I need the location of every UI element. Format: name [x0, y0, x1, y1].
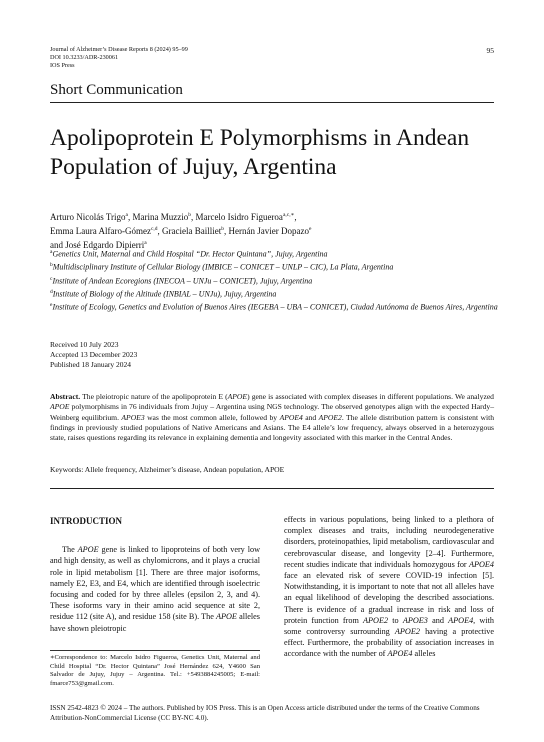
abstract-label: Abstract.	[50, 392, 81, 401]
paper-title: Apolipoprotein E Polymorphisms in Andean Population of Jujuy, Argentina	[50, 125, 470, 180]
accepted-date: Accepted 13 December 2023	[50, 350, 138, 359]
footnote-rule	[50, 650, 260, 651]
affiliations	[50, 247, 500, 313]
intro-paragraph: The APOE gene is linked to lipoproteins of both very low and high density, as well as chylomicrons, and it plays a crucial role in lipid metabolism [1]. There are three major isoforms, namely E2, E3, and E4, which are identified through isoelectric focusing and coded for by three alleles (epsilon 2, 3, and 4). These isoforms vary in their amino acid sequence at site 2, residue 112 (site A), and residue 158 (site B). The APOE alleles have shown pleiotropic	[50, 545, 260, 633]
author-list: Arturo Nicolás Trigo$^a$, Marina Muzzio$^b$, Marcelo Isidro Figueroa$^{a,c,∗}$, Emma Laura Alfaro-Gómez$^{c,d}$, Graciela Bailliet$^b$, Hernán Javier Dopazo$^e$ and José Edgardo Dipierri$^a$	[50, 212, 312, 250]
journal-header	[50, 46, 188, 70]
header-rule	[50, 102, 494, 103]
doi[interactable]: DOI 10.3233/ADR-230061	[50, 54, 119, 61]
article-dates	[50, 340, 137, 370]
published-date: Published 18 January 2024	[50, 360, 132, 369]
affiliation-e: $^e$Institute of Ecology, Genetics and Evolution of Buenos Aires (IEGEBA – UBA – CONICET), Ciudad Autónoma de Buenos Aires, Argentina	[50, 302, 498, 312]
page-number: 95	[486, 46, 494, 55]
section-type: Short Communication	[50, 82, 183, 98]
journal-name: Journal of Alzheimer’s Disease Reports 8 (2024) 95–99	[50, 46, 188, 53]
keywords: Keywords: Allele frequency, Alzheimer’s disease, Andean population, APOE	[50, 465, 285, 474]
abstract: Abstract. The pleiotropic nature of the apolipoprotein E (APOE) gene is associated with complex diseases in different populations. We analyzed APOE polymorphisms in 76 individuals from Jujuy – Argentina using NGS technology. The observed genotypes align with the expected Hardy–Weinberg equilibrium. APOE3 was the most common allele, followed by APOE4 and APOE2. The allele distribution pattern is consistent with findings in previously studied populations of Native Americans and Asians. The E4 allele’s low frequency, always observed in a heterozygous state, raises questions regarding its relevance in explaining dementia and longevity associated with this marker in the Central Andes.	[50, 392, 494, 443]
affiliation-b: $^b$Multidisciplinary Institute of Cellular Biology (IMBICE – CONICET – UNLP – CIC), La Plata, Argentina	[50, 262, 394, 272]
license-notice: ISSN 2542-4823 © 2024 – The authors. Published by IOS Press. This is an Open Access article distributed under the terms of the Creative Commons Attribution-NonCommercial License (CC BY-NC 4.0).	[50, 704, 480, 722]
received-date: Received 10 July 2023	[50, 340, 119, 349]
correspondence-footnote: ∗Correspondence to: Marcelo Isidro Figueroa, Genetics Unit, Maternal and Child Hospital “Dr. Hector Quintana” José Hernández 624, Y4600 San Salvador de Jujuy, Jujuy – Argentina. Tel.: +5493884245005; E-mail: fmarce753@gmail.com.	[50, 654, 260, 687]
publisher: IOS Press	[50, 62, 75, 69]
intro-heading: INTRODUCTION	[50, 516, 123, 526]
abstract-rule	[50, 488, 494, 489]
affiliation-a: $^a$Genetics Unit, Maternal and Child Hospital “Dr. Hector Quintana”, Jujuy, Argentina	[50, 249, 328, 259]
right-column	[284, 514, 494, 660]
intro-continued: effects in various populations, being linked to a plethora of complex diseases and traits, including neurodegenerative disorders, proteinopathies, lipid metabolism, cardiovascular and cerebrovascular disease, and longevity [2–4]. Furthermore, recent studies indicate that individuals homozygous for APOE4 face an elevated risk of severe COVID-19 infection [5]. Notwithstanding, it is important to note that not all alleles have an equal likelihood of developing the described associations. There is evidence of a gradual increase in risk and loss of protein function from APOE2 to APOE3 and APOE4, with some controversy surrounding APOE2 having a protective effect. Furthermore, the probability of association increases in accordance with the number of APOE4 alleles	[284, 515, 494, 659]
affiliation-d: $^d$Institute of Biology of the Altitude (INBIAL – UNJu), Jujuy, Argentina	[50, 288, 277, 299]
affiliation-c: $^c$Institute of Andean Ecoregions (INECOA – UNJu – CONICET), Jujuy, Argentina	[50, 275, 313, 286]
left-column	[50, 516, 260, 634]
